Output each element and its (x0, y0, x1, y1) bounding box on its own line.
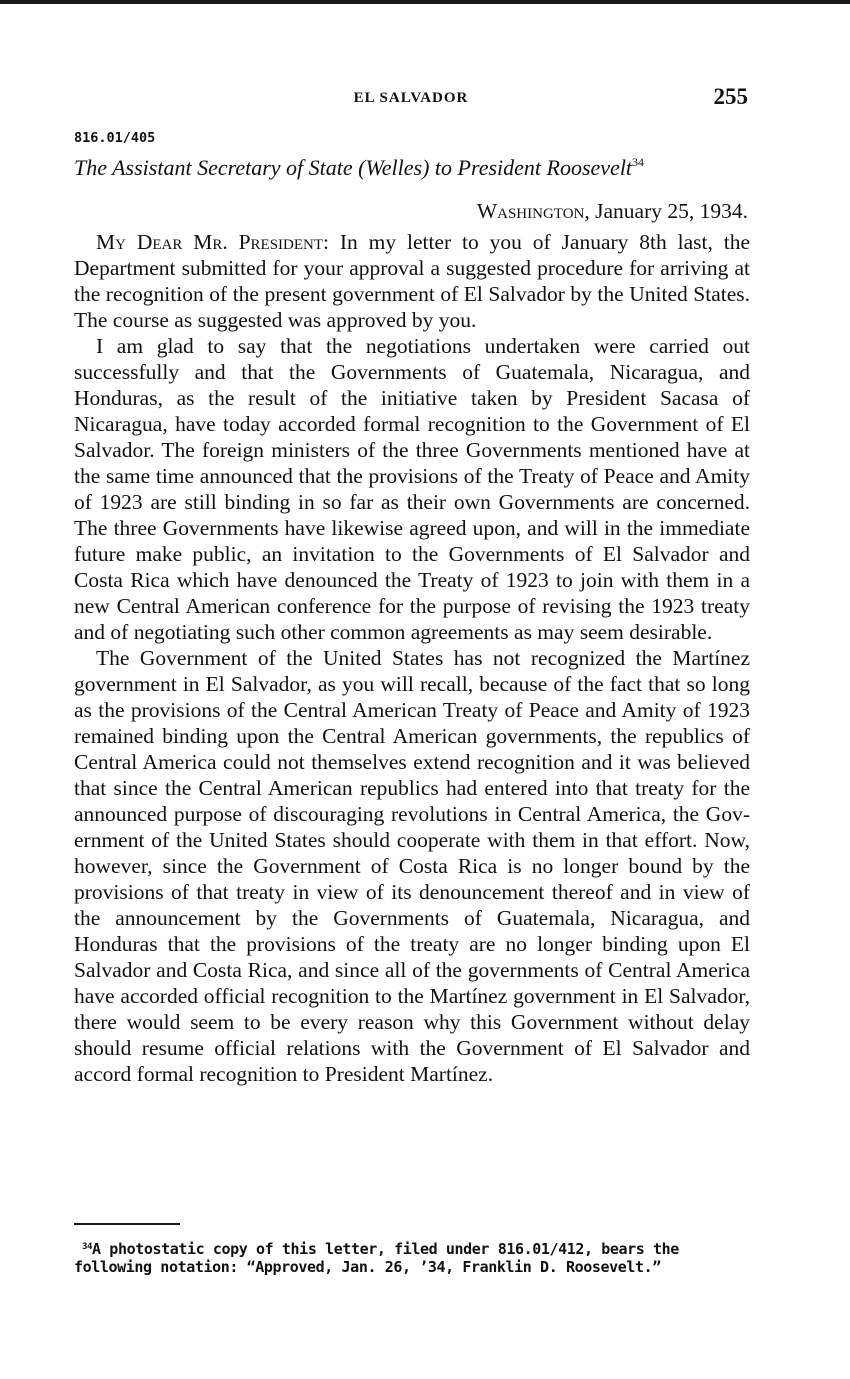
paragraph-1 (74, 229, 750, 333)
file-number: 816.01/405 (74, 130, 156, 146)
footnote-divider (74, 1223, 180, 1225)
dateline (477, 199, 748, 224)
footnote (74, 1238, 748, 1276)
document-title-text: The Assistant Secretary of State (Welles) to President Roosevelt (74, 155, 633, 180)
paragraph-1-text: In my letter to you of January 8th last, the Department submitted for your approval a suggested procedure for arriving at the recognition of the present government of El Salvador by the United States. The course as suggested was approved by you. (74, 230, 750, 332)
letter-body (74, 229, 750, 1087)
footnote-marker: 34 (82, 1242, 93, 1252)
paragraph-3: The Government of the United States has not recognized the Martínez government in El Salvador, as you will recall, because of the fact that so long as the provisions of the Central American Treaty of Peace and Amity of 1923 remained binding upon the Central American governments, the republics of Central America could not themselves extend recognition and it was believed that since the Central American republics had entered into that treaty for the announced purpose of discouraging revolutions in Central America, the Government of the United States should cooperate with them in that effort. Now, however, since the Government of Costa Rica is no longer bound by the provisions of that treaty in view of its denouncement thereof and in view of the announcement by the Governments of Guatemala, Nicaragua, and Honduras that the provisions of the treaty are no longer binding upon El Salvador and Costa Rica, and since all of the governments of Central America have accorded official recognition to the Martínez government in El Salvador, there would seem to be every reason why this Government without delay should resume official relations with the Government of El Salvador and accord formal recognition to President Martínez. (74, 646, 750, 1086)
dateline-place: Washington (476, 199, 585, 223)
top-border-rule (0, 0, 850, 4)
footnote-text: A photostatic copy of this letter, filed under 816.01/412, bears the following notation: “Approved, Jan. 26, ’34, Franklin D. Roosevelt.” (74, 1240, 679, 1276)
dateline-date: , January 25, 1934. (584, 199, 748, 223)
footnote-reference: 34 (632, 155, 645, 169)
salutation: My Dear Mr. President: (96, 230, 330, 254)
paragraph-2: I am glad to say that the negotiations undertaken were carried out successfully and that the Governments of Guatemala, Nicaragua, and Honduras, as the result of the initiative taken by President Sacasa of Nicaragua, have today accorded formal recognition to the Government of El Salvador. The foreign ministers of the three Governments mentioned have at the same time announced that the provisions of the Treaty of Peace and Amity of 1923 are still binding in so far as their own Governments are concerned. The three Governments have likewise agreed upon, and will in the immediate future make public, an invitation to the Governments of El Salvador and Costa Rica which have denounced the Treaty of 1923 to join with them in a new Central American conference for the purpose of revising the 1923 treaty and of negotiating such other common agreements as may seem desirable. (74, 334, 750, 644)
running-header (74, 84, 748, 114)
page-number: 255 (713, 84, 748, 109)
document-title (74, 155, 750, 181)
running-title: EL SALVADOR (353, 90, 469, 106)
